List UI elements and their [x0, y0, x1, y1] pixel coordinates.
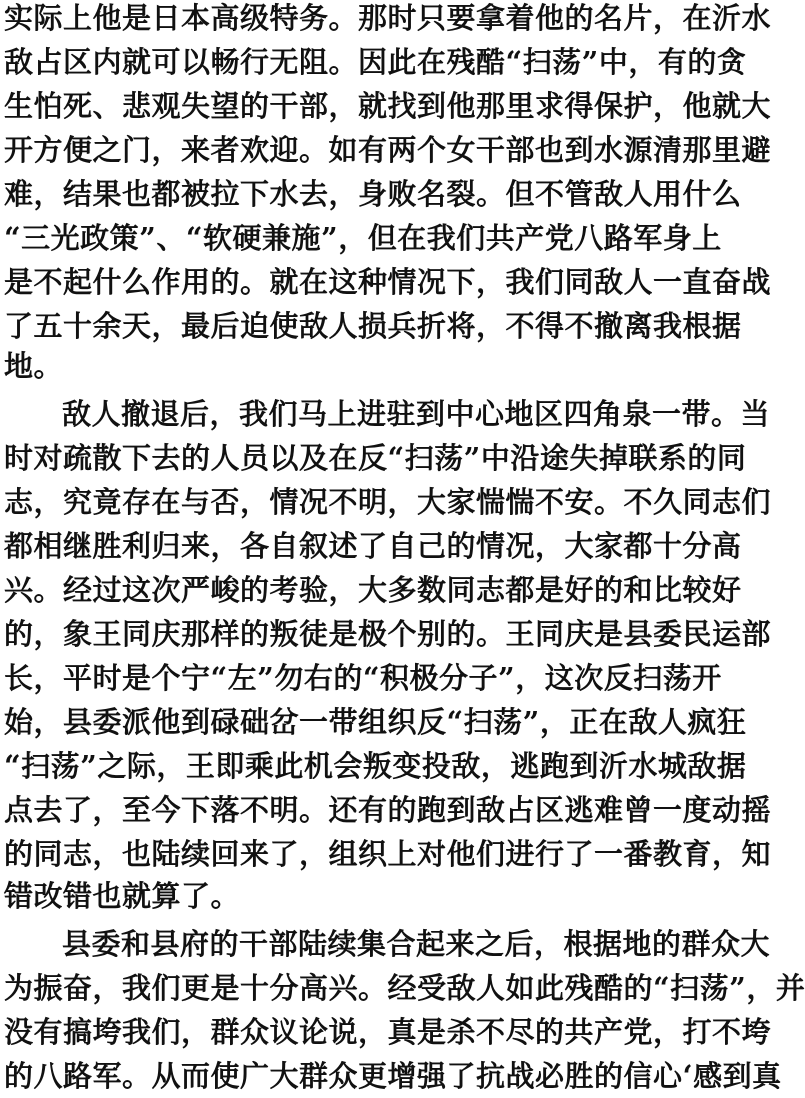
text-line-19: 点去了，至今下落不明。还有的跑到敌占区逃难曾一度动摇: [4, 793, 772, 827]
text-line-22: 县委和县府的干部陆续集合起来之后，根据地的群众大: [62, 927, 771, 961]
text-line-24: 没有搞垮我们，群众议论说，真是杀不尽的共产党，打不垮: [4, 1015, 772, 1049]
text-line-13: 都相继胜利归来，各自叙述了自己的情况，大家都十分高: [4, 529, 742, 563]
text-line-4: 开方便之门，来者欢迎。如有两个女干部也到水源清那里避: [4, 133, 772, 167]
text-line-17: 始，县委派他到碌础岔一带组织反“扫荡”，正在敌人疯狂: [4, 705, 747, 739]
text-line-1: 实际上他是日本高级特务。那时只要拿着他的名片，在沂水: [4, 1, 772, 35]
text-line-5: 难，结果也都被拉下水去，身败名裂。但不管敌人用什么: [4, 177, 742, 211]
text-line-21: 错改错也就算了。: [4, 879, 241, 913]
text-line-16: 长，平时是个宁“左”勿右的“积极分子”，这次反扫荡开: [4, 661, 722, 695]
text-line-20: 的同志，也陆续回来了，组织上对他们进行了一番教育，知: [4, 837, 772, 871]
text-line-18: “扫荡”之际，王即乘此机会叛变投敌，逃跑到沂水城敌据: [4, 749, 747, 783]
text-line-7: 是不起什么作用的。就在这种情况下，我们同敌人一直奋战: [4, 265, 772, 299]
text-line-10: 敌人撤退后，我们马上进驻到中心地区四角泉一带。当: [62, 397, 771, 431]
text-line-8: 了五十余天，最后迫使敌人损兵折将，不得不撤离我根据: [4, 309, 742, 343]
text-line-9: 地。: [4, 349, 64, 383]
text-line-14: 兴。经过这次严峻的考验，大多数同志都是好的和比较好: [4, 573, 742, 607]
text-line-25: 的八路军。从而使广大群众更增强了抗战必胜的信心‘感到真: [4, 1059, 782, 1093]
text-line-3: 生怕死、悲观失望的干部，就找到他那里求得保护，他就大: [4, 89, 772, 123]
text-line-12: 志，究竟存在与否，情况不明，大家惴惴不安。不久同志们: [4, 485, 772, 519]
text-line-6: “三光政策”、“软硬兼施”，但在我们共产党八路军身上: [4, 221, 722, 255]
text-line-2: 敌占区内就可以畅行无阻。因此在残酷“扫荡”中，有的贪: [4, 45, 747, 79]
text-line-15: 的，象王同庆那样的叛徒是极个别的。王同庆是县委民运部: [4, 617, 772, 651]
text-line-11: 时对疏散下去的人员以及在反“扫荡”中沿途失掉联系的同: [4, 441, 747, 475]
text-line-23: 为振奋，我们更是十分高兴。经受敌人如此残酷的“扫荡”，并: [4, 971, 805, 1005]
